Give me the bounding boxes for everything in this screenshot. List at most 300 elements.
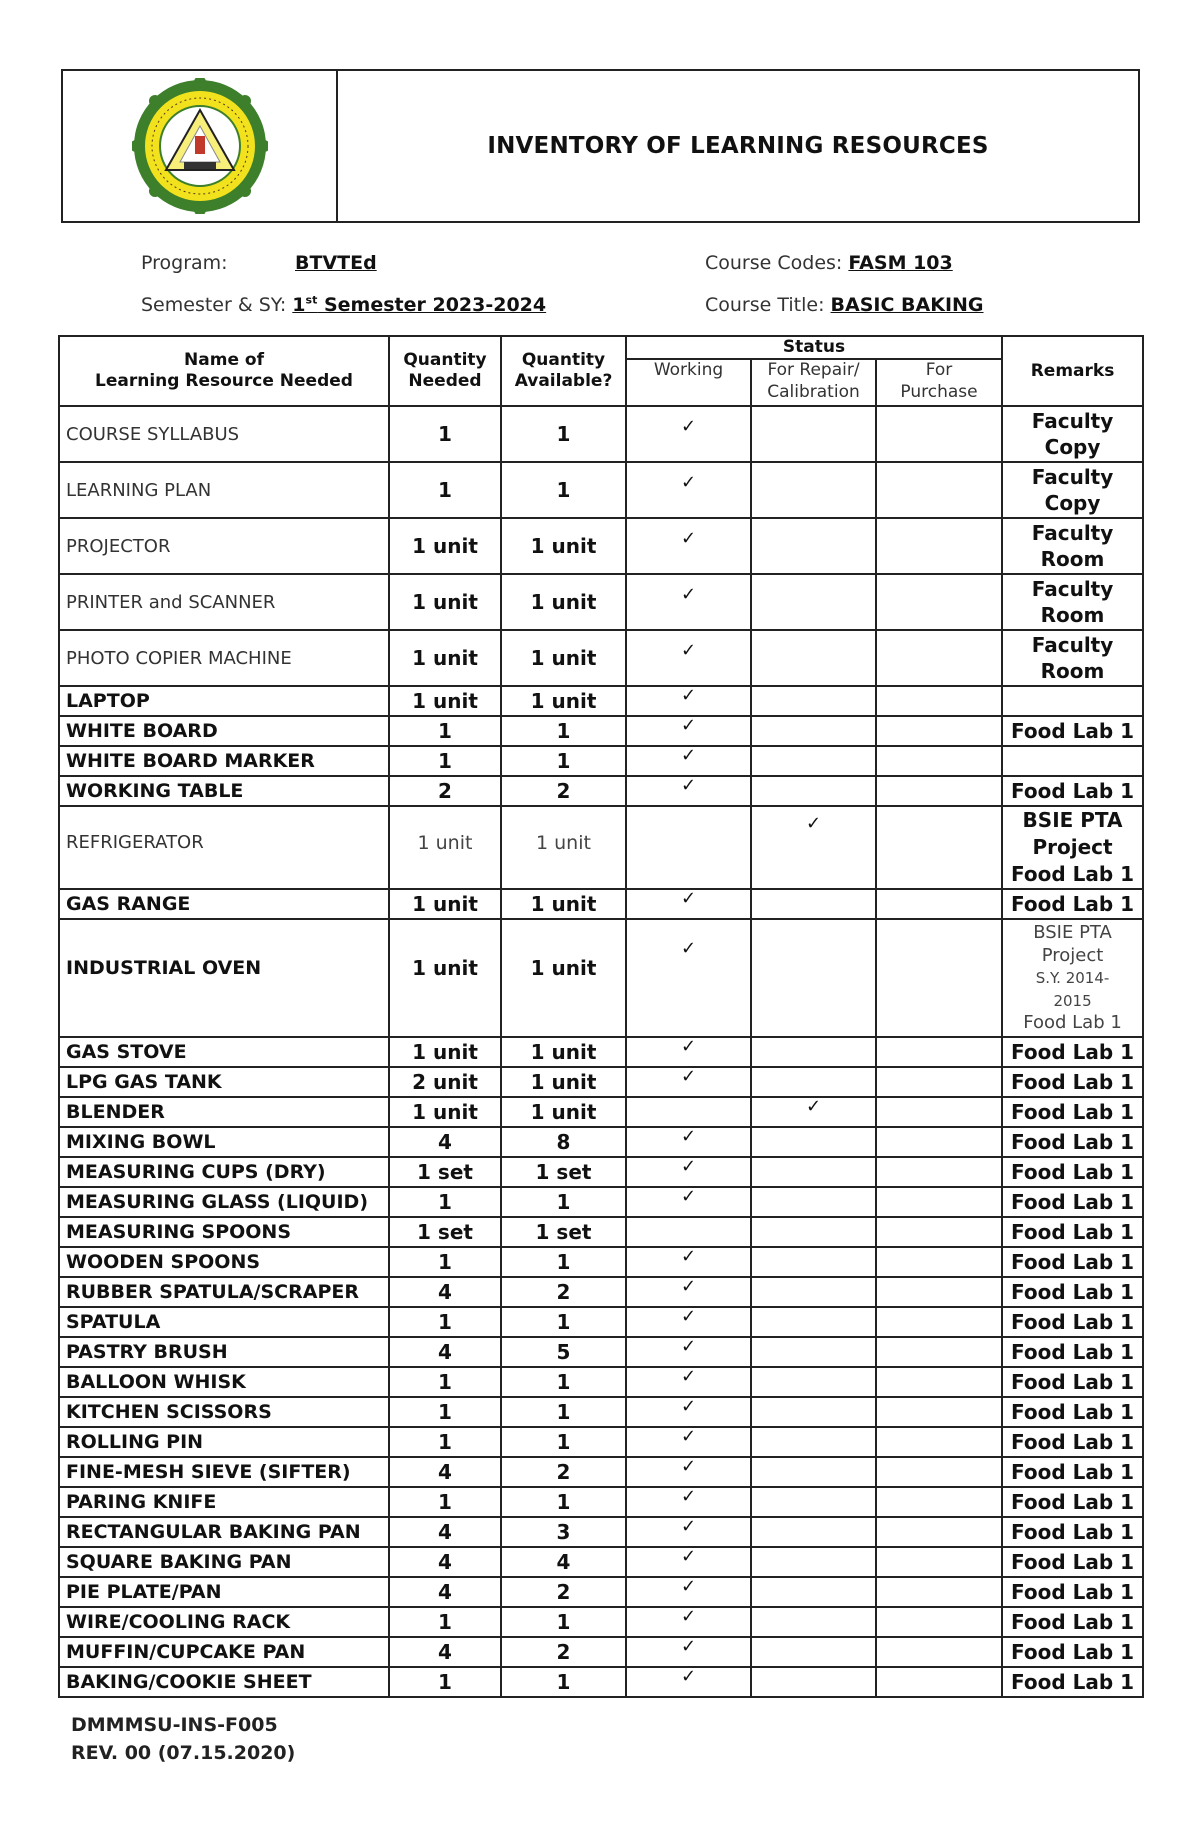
remarks: Food Lab 1 [1002,1217,1143,1247]
remarks: Food Lab 1 [1002,776,1143,806]
status-working [626,1037,751,1067]
qty-needed: 1 unit [389,889,501,919]
table-row [59,776,1143,806]
status-repair [751,1547,876,1577]
header-name [59,336,389,406]
qty-available: 1 unit [501,919,626,1037]
table-row [59,1307,1143,1337]
status-working [626,1577,751,1607]
item-name: BLENDER [59,1097,389,1127]
status-repair [751,630,876,686]
remarks-line1: Faculty [1031,521,1114,546]
status-purchase [876,1607,1002,1637]
table-row [59,1337,1143,1367]
qty-available: 1 unit [501,889,626,919]
check-mark-icon: ✓ [680,1517,697,1538]
status-purchase [876,1367,1002,1397]
remarks [1002,630,1143,686]
item-name: REFRIGERATOR [59,806,389,889]
status-purchase [876,1217,1002,1247]
table-row [59,1067,1143,1097]
status-repair [751,574,876,630]
table-row [59,1037,1143,1067]
check-mark-icon: ✓ [805,1097,822,1118]
check-mark-icon: ✓ [680,776,697,797]
status-purchase [876,1067,1002,1097]
status-repair [751,806,876,889]
remarks [1002,919,1143,1037]
qty-available: 1 [501,1367,626,1397]
qty-needed: 4 [389,1577,501,1607]
remarks [1002,518,1143,574]
check-mark-icon: ✓ [680,584,697,606]
qty-needed: 1 [389,1307,501,1337]
item-name: WHITE BOARD [59,716,389,746]
status-repair [751,1667,876,1697]
table-row [59,889,1143,919]
qty-needed: 1 [389,1607,501,1637]
remarks-line1: BSIE PTA [1033,922,1112,943]
status-repair [751,1187,876,1217]
item-name: FINE-MESH SIEVE (SIFTER) [59,1457,389,1487]
table-row [59,1367,1143,1397]
status-purchase [876,1187,1002,1217]
qty-available: 1 [501,1487,626,1517]
table-row [59,462,1143,518]
qty-available: 1 unit [501,806,626,889]
qty-needed: 1 [389,1247,501,1277]
header-qty-needed-line2: Needed [408,371,482,392]
qty-needed: 1 [389,1427,501,1457]
status-purchase [876,776,1002,806]
header-qty-available-line2: Available? [514,371,613,392]
remarks [1002,574,1143,630]
check-mark-icon: ✓ [680,640,697,662]
status-working [626,1667,751,1697]
check-mark-icon: ✓ [680,1367,697,1388]
status-purchase [876,518,1002,574]
status-working [626,1247,751,1277]
table-row [59,1127,1143,1157]
status-purchase [876,686,1002,716]
remarks-line2: Room [1040,547,1105,572]
remarks: Food Lab 1 [1002,1637,1143,1667]
item-name: MEASURING CUPS (DRY) [59,1157,389,1187]
qty-needed: 1 unit [389,518,501,574]
header-name-line2: Learning Resource Needed [95,371,353,392]
remarks [1002,806,1143,889]
header-repair-line1: For Repair/ [767,360,860,381]
status-repair [751,889,876,919]
table-row [59,1187,1143,1217]
status-purchase [876,462,1002,518]
item-name: PRINTER and SCANNER [59,574,389,630]
table-row [59,1427,1143,1457]
status-working [626,776,751,806]
status-purchase [876,746,1002,776]
status-working [626,462,751,518]
status-purchase [876,1667,1002,1697]
check-mark-icon: ✓ [680,1307,697,1328]
status-repair [751,518,876,574]
check-mark-icon: ✓ [680,1607,697,1628]
qty-needed: 1 unit [389,1037,501,1067]
remarks: Food Lab 1 [1002,1577,1143,1607]
item-name: BALLOON WHISK [59,1367,389,1397]
status-working [626,746,751,776]
table-row [59,630,1143,686]
status-repair [751,919,876,1037]
qty-available: 1 [501,1307,626,1337]
qty-available: 1 [501,462,626,518]
table-row [59,574,1143,630]
qty-available: 2 [501,1637,626,1667]
status-working [626,1427,751,1457]
qty-needed: 4 [389,1457,501,1487]
status-working [626,1067,751,1097]
status-purchase [876,1547,1002,1577]
qty-needed: 4 [389,1547,501,1577]
header-qty-available [501,336,626,406]
item-name: WHITE BOARD MARKER [59,746,389,776]
item-name: MIXING BOWL [59,1127,389,1157]
check-mark-icon: ✓ [680,1667,697,1688]
qty-available: 1 unit [501,630,626,686]
header-remarks: Remarks [1002,336,1143,406]
header-qty-needed-line1: Quantity [403,349,487,370]
status-working [626,889,751,919]
item-name: MEASURING GLASS (LIQUID) [59,1187,389,1217]
status-repair [751,1217,876,1247]
table-row [59,1397,1143,1427]
check-mark-icon: ✓ [680,938,697,960]
qty-available: 1 [501,746,626,776]
remarks: Food Lab 1 [1002,1547,1143,1577]
item-name: KITCHEN SCISSORS [59,1397,389,1427]
table-row [59,1157,1143,1187]
remarks [1002,686,1143,716]
remarks-line2: Room [1040,603,1105,628]
status-working [626,1307,751,1337]
remarks: Food Lab 1 [1002,1337,1143,1367]
status-purchase [876,889,1002,919]
status-purchase [876,1397,1002,1427]
item-name: PHOTO COPIER MACHINE [59,630,389,686]
remarks: Food Lab 1 [1002,1097,1143,1127]
status-repair [751,1037,876,1067]
document-header [61,69,1140,223]
document-title: INVENTORY OF LEARNING RESOURCES [487,133,989,159]
check-mark-icon: ✓ [680,1247,697,1268]
header-name-line1: Name of [184,349,264,370]
status-purchase [876,919,1002,1037]
header-purchase [876,359,1002,406]
qty-needed: 1 set [389,1157,501,1187]
status-repair [751,406,876,462]
qty-needed: 2 [389,776,501,806]
status-repair [751,1247,876,1277]
status-repair [751,1367,876,1397]
remarks: Food Lab 1 [1002,1517,1143,1547]
status-working [626,1217,751,1247]
qty-available: 1 unit [501,518,626,574]
remarks: Food Lab 1 [1002,1247,1143,1277]
header-qty-available-line1: Quantity [521,349,606,370]
status-purchase [876,574,1002,630]
remarks-line4: 2015 [1053,991,1092,1010]
status-working [626,1277,751,1307]
check-mark-icon: ✓ [680,686,697,707]
qty-needed: 2 unit [389,1067,501,1097]
remarks: Food Lab 1 [1002,1127,1143,1157]
table-row [59,1247,1143,1277]
qty-available: 1 unit [501,1067,626,1097]
qty-available: 5 [501,1337,626,1367]
status-working [626,716,751,746]
qty-available: 2 [501,776,626,806]
status-working [626,1457,751,1487]
status-repair [751,686,876,716]
remarks: Food Lab 1 [1002,1187,1143,1217]
check-mark-icon: ✓ [680,1337,697,1358]
item-name: LEARNING PLAN [59,462,389,518]
qty-needed: 1 unit [389,630,501,686]
qty-needed: 1 [389,716,501,746]
program-field [141,252,377,274]
qty-available: 8 [501,1127,626,1157]
form-footer [71,1711,295,1767]
table-row [59,716,1143,746]
item-name: RUBBER SPATULA/SCRAPER [59,1277,389,1307]
qty-available: 3 [501,1517,626,1547]
check-mark-icon: ✓ [680,1277,697,1298]
item-name: MUFFIN/CUPCAKE PAN [59,1637,389,1667]
item-name: SPATULA [59,1307,389,1337]
remarks-line1: Faculty [1031,577,1114,602]
remarks-line5: Food Lab 1 [1023,1012,1122,1033]
course-codes-label: Course Codes: [705,252,843,274]
status-repair [751,1337,876,1367]
item-name: COURSE SYLLABUS [59,406,389,462]
status-repair [751,1307,876,1337]
status-working [626,919,751,1037]
table-row [59,1487,1143,1517]
table-row [59,1277,1143,1307]
status-repair [751,1577,876,1607]
qty-needed: 4 [389,1337,501,1367]
check-mark-icon: ✓ [680,528,697,550]
check-mark-icon: ✓ [680,1397,697,1418]
status-repair [751,1277,876,1307]
status-repair [751,716,876,746]
status-working [626,1157,751,1187]
status-purchase [876,1127,1002,1157]
logo-cell [63,71,338,221]
status-working [626,1337,751,1367]
item-name: MEASURING SPOONS [59,1217,389,1247]
semester-ordinal-suffix: st [305,294,318,307]
qty-available: 1 unit [501,1097,626,1127]
qty-available: 1 [501,1427,626,1457]
program-value: BTVTEd [295,252,377,274]
remarks: Food Lab 1 [1002,1367,1143,1397]
remarks-line1: Faculty [1031,465,1114,490]
remarks: Food Lab 1 [1002,1307,1143,1337]
header-repair [751,359,876,406]
header-purchase-line2: Purchase [900,381,978,402]
course-codes-value: FASM 103 [848,252,953,274]
qty-needed: 1 [389,406,501,462]
qty-available: 2 [501,1457,626,1487]
check-mark-icon: ✓ [680,1427,697,1448]
status-repair [751,1097,876,1127]
remarks [1002,406,1143,462]
qty-needed: 1 [389,462,501,518]
check-mark-icon: ✓ [680,1547,697,1568]
qty-needed: 1 unit [389,574,501,630]
check-mark-icon: ✓ [680,1637,697,1658]
qty-available: 1 unit [501,574,626,630]
remarks: Food Lab 1 [1002,1277,1143,1307]
status-repair [751,1517,876,1547]
status-purchase [876,1247,1002,1277]
remarks: Food Lab 1 [1002,1067,1143,1097]
table-row [59,746,1143,776]
remarks-line2: Project [1041,944,1104,966]
semester-field [141,294,546,316]
course-title-label: Course Title: [705,294,825,316]
qty-available: 2 [501,1277,626,1307]
qty-needed: 1 unit [389,806,501,889]
qty-available: 1 [501,1607,626,1637]
check-mark-icon: ✓ [680,889,697,910]
qty-needed: 1 [389,1367,501,1397]
status-working [626,1487,751,1517]
qty-needed: 4 [389,1637,501,1667]
qty-needed: 1 [389,1187,501,1217]
table-row [59,686,1143,716]
header-status: Status [626,336,1002,359]
qty-available: 4 [501,1547,626,1577]
header-working: Working [626,359,751,406]
qty-needed: 1 [389,746,501,776]
status-repair [751,1127,876,1157]
qty-available: 1 [501,1247,626,1277]
qty-needed: 1 unit [389,919,501,1037]
qty-available: 1 [501,1667,626,1697]
status-repair [751,1457,876,1487]
semester-value [292,294,546,316]
item-name: PASTRY BRUSH [59,1337,389,1367]
qty-needed: 1 set [389,1217,501,1247]
qty-available: 1 unit [501,686,626,716]
remarks: Food Lab 1 [1002,1427,1143,1457]
status-working [626,1637,751,1667]
qty-needed: 4 [389,1517,501,1547]
remarks: Food Lab 1 [1002,1667,1143,1697]
remarks: Food Lab 1 [1002,716,1143,746]
remarks: Food Lab 1 [1002,889,1143,919]
status-purchase [876,406,1002,462]
header-purchase-line1: For [925,360,953,381]
header-qty-needed [389,336,501,406]
remarks: Food Lab 1 [1002,1397,1143,1427]
qty-needed: 4 [389,1277,501,1307]
course-title-value: BASIC BAKING [830,294,984,316]
remarks [1002,746,1143,776]
status-working [626,1547,751,1577]
item-name: INDUSTRIAL OVEN [59,919,389,1037]
remarks: Food Lab 1 [1002,1487,1143,1517]
table-row [59,806,1143,889]
remarks-line1: Faculty [1031,409,1114,434]
status-working [626,1397,751,1427]
status-working [626,1097,751,1127]
remarks-line3: S.Y. 2014- [1035,969,1110,987]
check-mark-icon: ✓ [680,1067,697,1088]
status-working [626,406,751,462]
remarks: Food Lab 1 [1002,1457,1143,1487]
check-mark-icon: ✓ [680,1037,697,1058]
status-purchase [876,1307,1002,1337]
table-row [59,518,1143,574]
table-row [59,1577,1143,1607]
course-title-field [705,294,984,316]
status-working [626,806,751,889]
qty-needed: 1 [389,1667,501,1697]
qty-available: 1 set [501,1157,626,1187]
table-row [59,1457,1143,1487]
qty-available: 1 [501,406,626,462]
qty-needed: 1 [389,1397,501,1427]
status-purchase [876,1457,1002,1487]
check-mark-icon: ✓ [680,1187,697,1208]
status-repair [751,1067,876,1097]
status-repair [751,746,876,776]
inventory-table [58,335,1144,1698]
form-revision: REV. 00 (07.15.2020) [71,1742,296,1764]
item-name: RECTANGULAR BAKING PAN [59,1517,389,1547]
qty-needed: 4 [389,1127,501,1157]
status-repair [751,1607,876,1637]
status-purchase [876,1577,1002,1607]
status-repair [751,1427,876,1457]
check-mark-icon: ✓ [680,1577,697,1598]
table-row [59,1217,1143,1247]
status-repair [751,776,876,806]
table-row [59,1607,1143,1637]
status-working [626,1517,751,1547]
check-mark-icon: ✓ [805,813,822,835]
status-repair [751,1487,876,1517]
status-purchase [876,1487,1002,1517]
check-mark-icon: ✓ [680,1457,697,1478]
table-row [59,1097,1143,1127]
remarks-line2: Copy [1044,491,1101,516]
status-repair [751,1637,876,1667]
status-purchase [876,630,1002,686]
status-repair [751,1157,876,1187]
item-name: GAS RANGE [59,889,389,919]
remarks-line1: BSIE PTA [1022,808,1123,833]
qty-available: 2 [501,1577,626,1607]
item-name: WOODEN SPOONS [59,1247,389,1277]
university-seal-icon [132,78,268,214]
qty-needed: 1 [389,1487,501,1517]
course-codes-field [705,252,953,274]
status-purchase [876,1037,1002,1067]
status-working [626,1127,751,1157]
